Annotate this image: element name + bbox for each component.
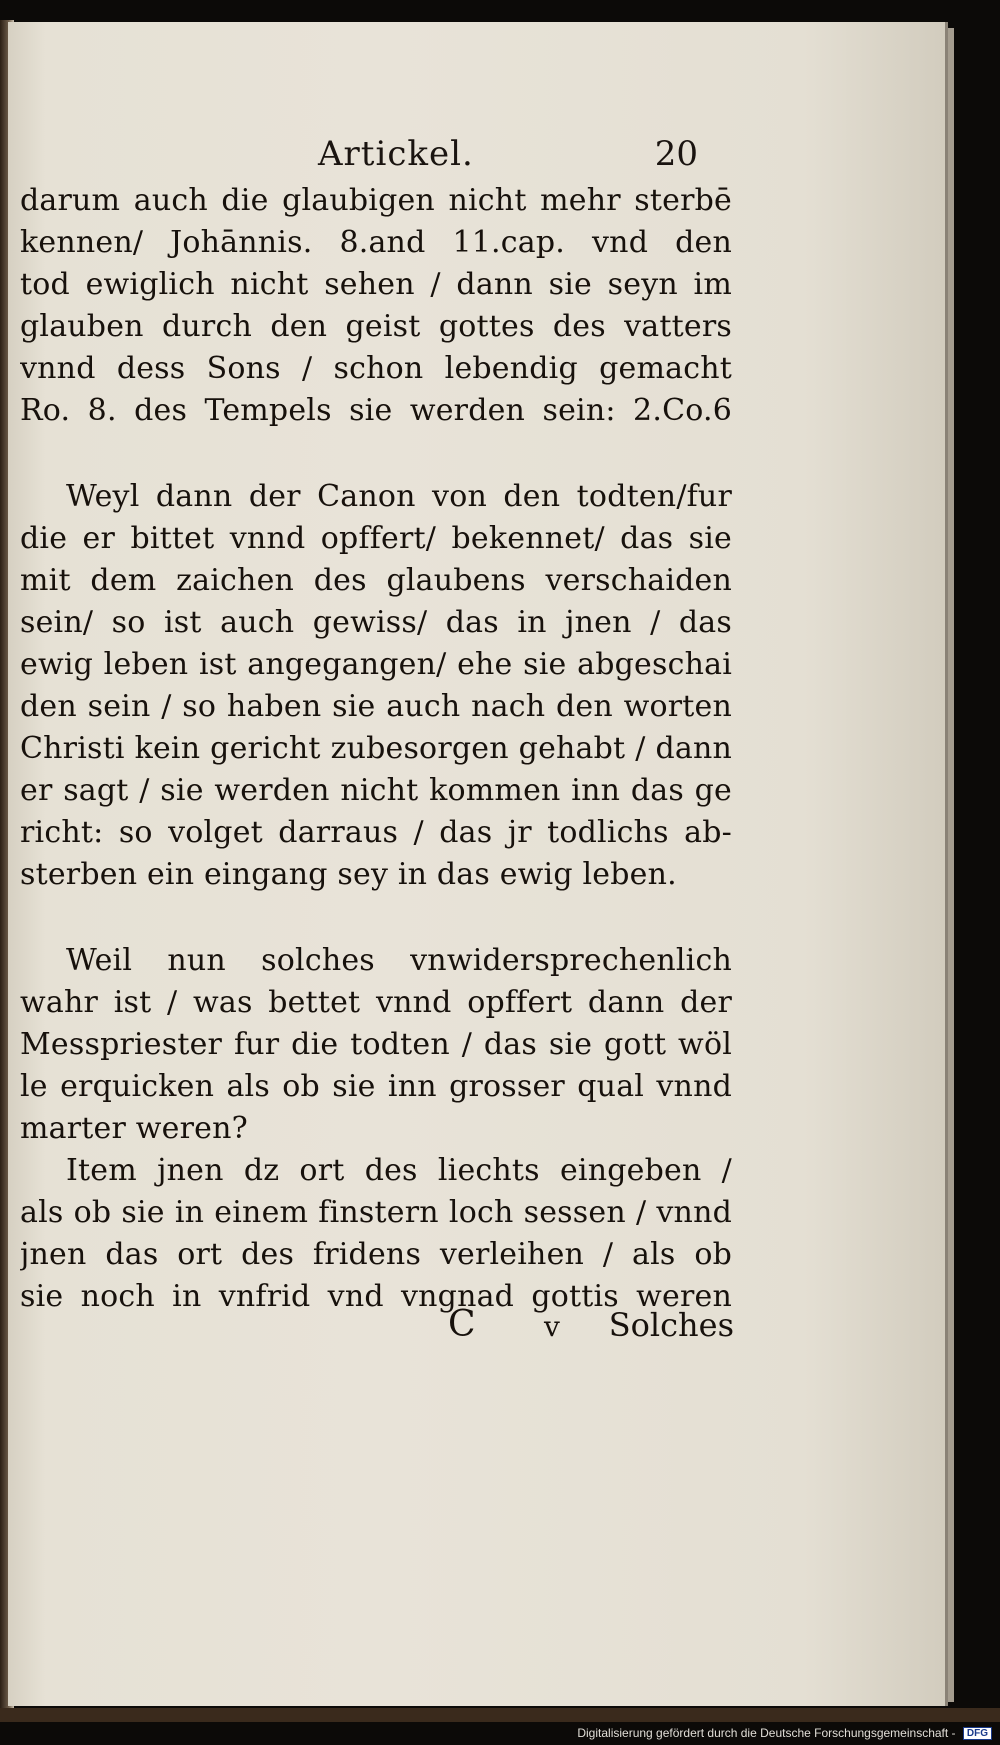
digitization-credit [577,1726,992,1740]
text-line: Weyl dann der Canon von den todten/fur [66,479,732,514]
text-line: sein/ so ist auch gewiss/ das in jnen / das [20,605,732,640]
text-line: sterben ein eingang sey in das ewig leben. [20,857,677,892]
text-line: Weil nun solches vnwidersprechenlich [66,943,732,978]
text-line: Messpriester fur die todten / das sie gott wöl [20,1027,732,1062]
running-title: Artickel. [318,134,474,174]
text-line: er sagt / sie werden nicht kommen inn das ge [20,773,732,808]
text-line: die er bittet vnnd opffert/ bekennet/ das sie [20,521,732,556]
text-line: tod ewiglich nicht sehen / dann sie seyn im [20,267,732,302]
paragraph-3 [20,940,732,1150]
page-footer [448,1304,734,1354]
text-line: Item jnen dz ort des liechts eingeben / [66,1153,732,1188]
text-line: Ro. 8. des Tempels sie werden sein: 2.Co.6 [20,393,732,428]
page-number: 20 [654,134,698,174]
text-line: richt: so volget darraus / das jr todlichs ab- [20,815,732,850]
paragraph-2 [20,476,732,896]
page-header [318,134,698,178]
text-line: als ob sie in einem finstern loch sessen / vnnd [20,1195,732,1230]
paragraph-gap [20,432,732,476]
signature-number: v [544,1310,560,1343]
text-line: sie noch in vnfrid vnd vngnad gottis weren [20,1279,732,1314]
text-line: mit dem zaichen des glaubens verschaiden [20,563,732,598]
paragraph-4 [20,1150,732,1318]
text-line: le erquicken als ob sie inn grosser qual vnnd [20,1069,732,1104]
book-bottom-edge [0,1708,1000,1722]
signature-mark: C [448,1304,476,1345]
text-line: ewig leben ist angegangen/ ehe sie abgeschai [20,647,732,682]
text-line: den sein / so haben sie auch nach den worten [20,689,732,724]
credit-text: Digitalisierung gefördert durch die Deutsche Forschungsgemeinschaft - [577,1726,956,1740]
text-line: vnnd dess Sons / schon lebendig gemacht [20,351,732,386]
catchword: Solches [608,1306,734,1344]
text-line: marter weren? [20,1111,248,1146]
text-line: wahr ist / was bettet vnnd opffert dann der [20,985,732,1020]
text-line: jnen das ort des fridens verleihen / als ob [20,1237,732,1272]
page-edge [948,28,954,1702]
dfg-logo: DFG [963,1727,992,1740]
paragraph-1 [20,180,732,432]
paragraph-gap [20,896,732,940]
text-line: darum auch die glaubigen nicht mehr sterbē [20,183,732,218]
text-line: kennen/ Johānnis. 8.and 11.cap. vnd den [20,225,732,260]
text-line: glauben durch den geist gottes des vatters [20,309,732,344]
text-line: Christi kein gericht zubesorgen gehabt / dann [20,731,732,766]
body-text [20,180,732,1318]
